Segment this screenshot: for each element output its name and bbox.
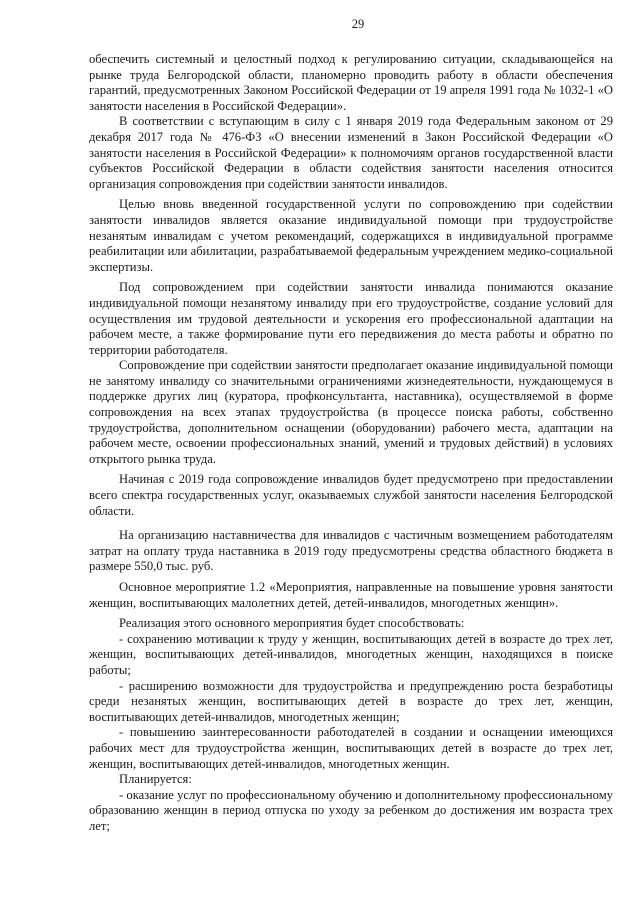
paragraph-federal-law: В соответствии с вступающим в силу с 1 января 2019 года Федеральным законом от 29 декабря 2017 года № 476-ФЗ «О внесении изменений в Закон Российской Федерации «О занятости населения в Российской Федерации» к полномочиям органов государственной власти субъектов Российской Федерации в области содействия занятости населения относится организация сопровождения при содействии занятости инвалидов. [89,114,613,191]
paragraph-support-definition: Под сопровождением при содействии занятости инвалида понимаются оказание индивидуальной помощи незанятому инвалиду при его трудоустройстве, создание условий для осуществления им трудовой деятельности и ускорения его профессиональной адаптации на рабочем месте, а также формирование пути его передвижения до места работы и обратно по территории работодателя. [89,280,613,357]
page-number: 29 [351,17,365,31]
paragraph-support-assistance: Сопровождение при содействии занятости предполагает оказание индивидуальной помощи не занятому инвалиду со значительными ограничениями жизнедеятельности, нуждающемуся в поддержке других лиц (куратора, профконсультанта, наставника), осуществляемой в форме сопровождения на всех этапах трудоустройства (в процессе поиска работы, собственно трудоустройства, дополнительном оснащении (оборудовании) рабочего места, адаптации на рабочем месте, освоении профессиональных знаний, умений и трудовых действий) в условиях открытого рынка труда. [89,358,613,466]
list-item-motivation: - сохранению мотивации к труду у женщин, воспитывающих детей в возрасте до трех лет, женщин, воспитывающих детей-инвалидов, многодетных женщин, находящихся в поиске работы; [89,631,613,677]
paragraph-from-2019: Начиная с 2019 года сопровождение инвалидов будет предусмотрено при предоставлении всего спектра государственных услуг, оказываемых службой занятости населения Белгородской области. [89,472,613,518]
paragraph-planned: Планируется: [119,772,192,787]
paragraph-implementation: Реализация этого основного мероприятия будет способствовать: [119,616,465,631]
paragraph-measure-1-2: Основное мероприятие 1.2 «Мероприятия, направленные на повышение уровня занятости женщин, воспитывающих малолетних детей, детей-инвалидов, многодетных женщин». [89,580,613,610]
paragraph-goals: обеспечить системный и целостный подход к регулированию ситуации, складывающейся на рынке труда Белгородской области, планомерно проводить работу в области обеспечения гарантий, предусмотренных Законом Российской Федерации от 19 апреля 1991 года № 1032-1 «О занятости населения в Российской Федерации». [89,52,613,113]
list-item-employment: - расширению возможности для трудоустройства и предупреждению роста безработицы среди незанятых женщин, воспитывающих детей в возрасте до трех лет, женщин, воспитывающих детей-инвалидов, многодетных женщин; [89,678,613,724]
paragraph-service-purpose: Целью вновь введенной государственной услуги по сопровождению при содействии занятости инвалидов является оказание индивидуальной помощи при трудоустройстве незанятым инвалидам с учетом рекомендаций, содержащихся в индивидуальной программе реабилитации или абилитации, разрабатываемой федеральным учреждением медико-социальной экспертизы. [89,197,613,274]
list-item-training: - оказание услуг по профессиональному обучению и дополнительному профессиональному образованию женщин в период отпуска по уходу за ребенком до достижения им возраста трех лет; [89,787,613,833]
list-item-employers: - повышению заинтересованности работодателей в создании и оснащении имеющихся рабочих мест для трудоустройства женщин, воспитывающих детей в возрасте до трех лет, женщин, воспитывающих детей-инвалидов, многодетных женщин. [89,725,613,771]
paragraph-mentoring: На организацию наставничества для инвалидов с частичным возмещением работодателям затрат на оплату труда наставника в 2019 году предусмотрены средства областного бюджета в размере 550,0 тыс. руб. [89,528,613,574]
